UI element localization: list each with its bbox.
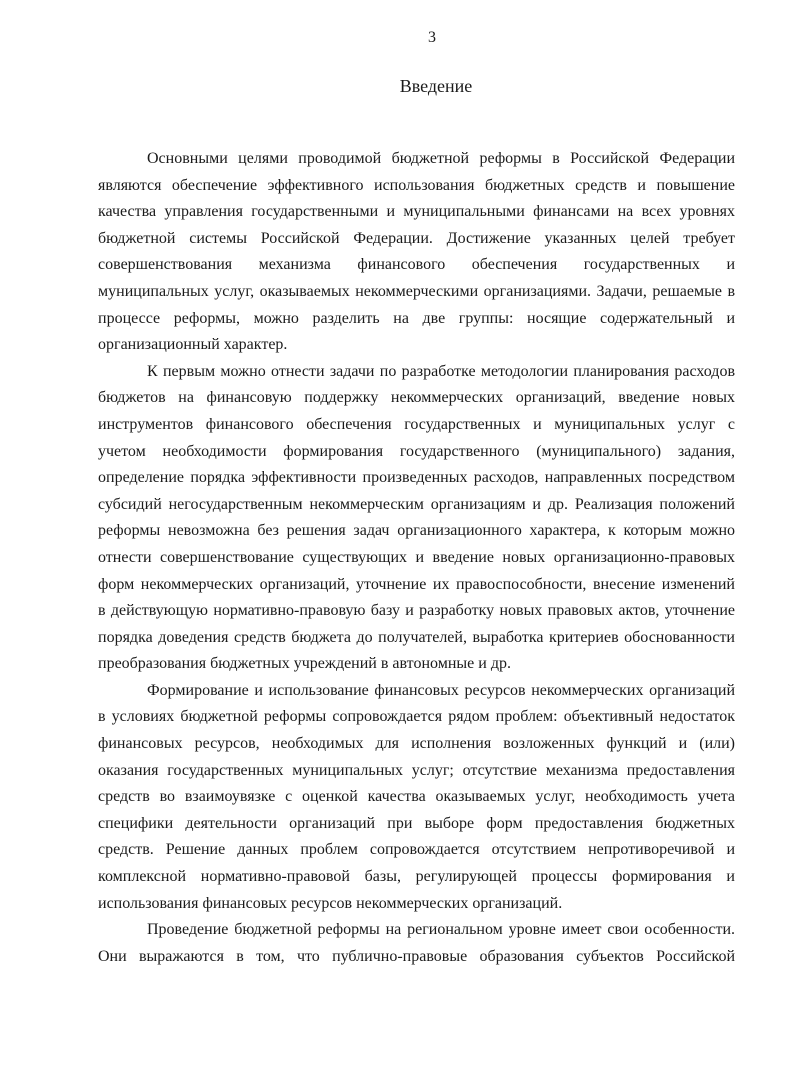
text-line: организационный характер.	[98, 336, 288, 354]
paragraph	[98, 917, 735, 970]
text-line: преобразования бюджетных учреждений в автономные и др.	[98, 655, 511, 673]
paragraph	[98, 678, 735, 917]
text-line: качества управления государственными и муниципальными финансами на всех уровнях	[98, 203, 735, 221]
text-line: определение порядка эффективности произведенных расходов, направленных посредством	[98, 469, 735, 487]
text-line: финансовых ресурсов, необходимых для исполнения возложенных функций и (или)	[98, 735, 735, 753]
paragraph	[98, 359, 735, 678]
text-line: учетом необходимости формирования государственного (муниципального) задания,	[98, 442, 735, 460]
text-line: Формирование и использование финансовых ресурсов некоммерческих организаций	[147, 681, 735, 699]
text-line: Они выражаются в том, что публично-правовые образования субъектов Российской	[98, 947, 735, 965]
text-line: оказания государственных муниципальных услуг; отсутствие механизма предоставления	[98, 761, 735, 779]
text-line: в действующую нормативно-правовую базу и разработку новых правовых актов, уточнение	[98, 602, 735, 620]
text-line: бюджетной системы Российской Федерации. Достижение указанных целей требует	[98, 229, 735, 247]
text-line: процессе реформы, можно разделить на две группы: носящие содержательный и	[98, 309, 735, 327]
text-line: являются обеспечение эффективного использования бюджетных средств и повышение	[98, 176, 735, 194]
text-line: Основными целями проводимой бюджетной реформы в Российской Федерации	[147, 150, 735, 167]
section-heading: Введение	[399, 76, 473, 96]
text-line: средств. Решение данных проблем сопровождается отсутствием непротиворечивой и	[98, 841, 735, 859]
document-body	[98, 146, 735, 970]
text-line: бюджетов на финансовую поддержку некоммерческих организаций, введение новых	[98, 389, 735, 407]
text-line: инструментов финансового обеспечения государственных и муниципальных услуг с	[98, 415, 735, 433]
text-line: субсидий негосударственным некоммерческим организациям и др. Реализация положений	[98, 495, 735, 513]
text-line: отнести совершенствование существующих и введение новых организационно-правовых	[98, 548, 735, 566]
text-line: порядка доведения средств бюджета до получателей, выработка критериев обоснованности	[98, 628, 735, 646]
text-line: форм некоммерческих организаций, уточнение их правоспособности, внесение изменений	[98, 575, 735, 593]
text-line: Проведение бюджетной реформы на региональном уровне имеет свои особенности.	[147, 921, 735, 939]
text-line: использования финансовых ресурсов некоммерческих организаций.	[98, 894, 563, 912]
paragraph	[98, 146, 735, 359]
text-line: совершенствования механизма финансового обеспечения государственных и	[98, 256, 735, 274]
text-line: специфики деятельности организаций при выборе форм предоставления бюджетных	[98, 814, 735, 832]
text-line: муниципальных услуг, оказываемых некоммерческими организациями. Задачи, решаемые в	[98, 282, 735, 300]
text-line: средств во взаимоувязке с оценкой качества оказываемых услуг, необходимость учета	[98, 788, 735, 806]
text-line: К первым можно отнести задачи по разработке методологии планирования расходов	[147, 362, 735, 380]
text-line: в условиях бюджетной реформы сопровождается рядом проблем: объективный недостаток	[98, 708, 735, 726]
text-line: комплексной нормативно-правовой базы, регулирующей процессы формирования и	[98, 868, 735, 886]
page-number: 3	[428, 29, 436, 46]
text-line: реформы невозможна без решения задач организационного характера, к которым можно	[98, 522, 735, 540]
